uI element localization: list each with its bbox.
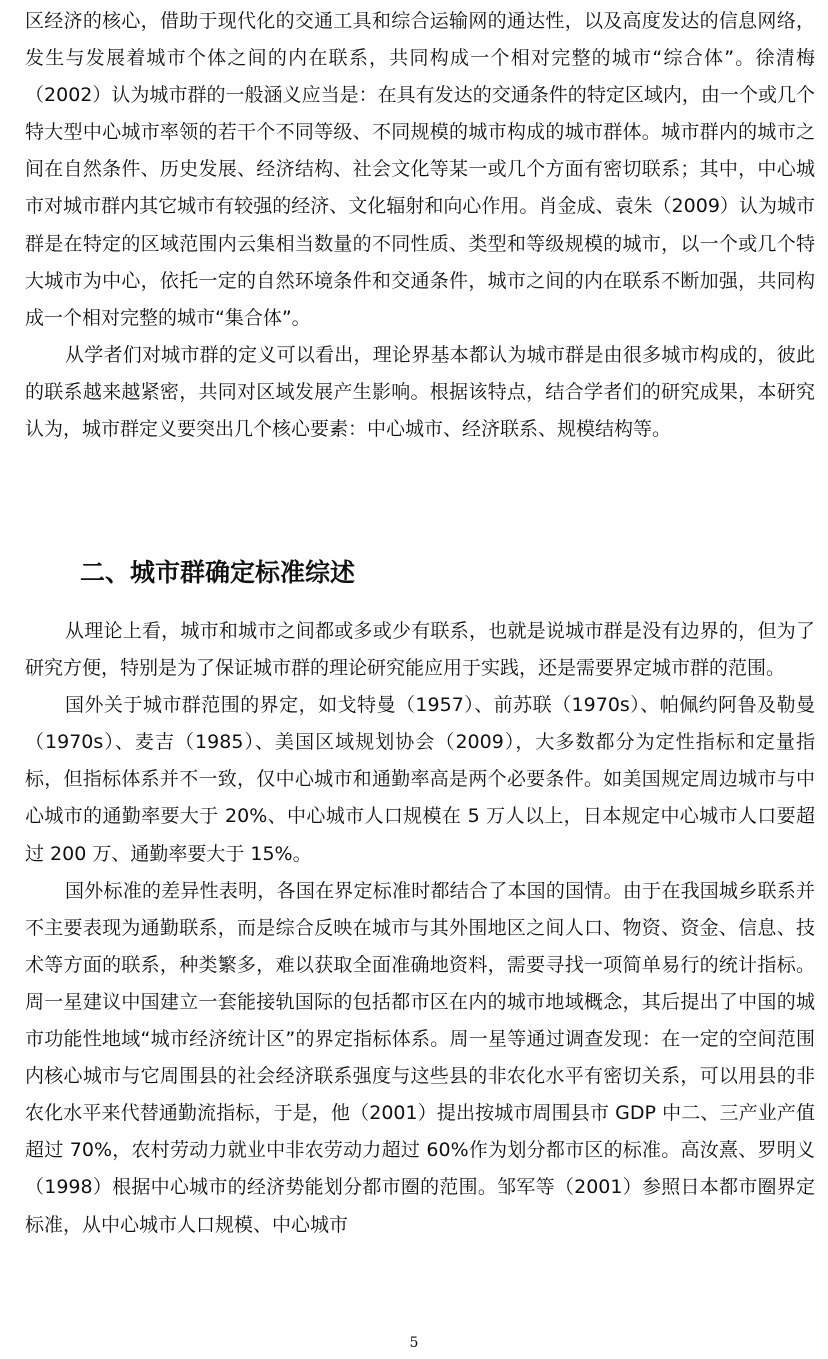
paragraph-continuation: 区经济的核心，借助于现代化的交通工具和综合运输网的通达性，以及高度发达的信息网络，发生与发展着城市个体之间的内在联系，共同构成一个相对完整的城市“综合体”。徐清梅（2002）认为城市群的一般涵义应当是：在具有发达的交通条件的特定区域内，由一个或几个特大型中心城市率领的若干个不同等级、不同规模的城市构成的城市群体。城市群内的城市之间在自然条件、历史发展、经济结构、社会文化等某一或几个方面有密切联系；其中，中心城市对城市群内其它城市有较强的经济、文化辐射和向心作用。肖金成、袁朱（2009）认为城市群是在特定的区域范围内云集相当数量的不同性质、类型和等级规模的城市，以一个或几个特大城市为中心，依托一定的自然环境条件和交通条件，城市之间的内在联系不断加强，共同构成一个相对完整的城市“集合体”。	[25, 10, 815, 329]
paragraph-definition-summary: 从学者们对城市群的定义可以看出，理论界基本都认为城市群是由很多城市构成的，彼此的联系越来越紧密，共同对区域发展产生影响。根据该特点，结合学者们的研究成果，本研究认为，城市群定义要突出几个核心要素：中心城市、经济联系、规模结构等。	[25, 343, 815, 441]
paragraph-foreign-definitions: 国外关于城市群范围的界定，如戈特曼（1957）、前苏联（1970s）、帕佩约阿鲁及勒曼（1970s）、麦吉（1985）、美国区域规划协会（2009），大多数都分为定性指标和定量指标，但指标体系并不一致，仅中心城市和通勤率高是两个必要条件。如美国规定周边城市与中心城市的通勤率要大于 20%、中心城市人口规模在 5 万人以上，日本规定中心城市人口要超过 200 万、通勤率要大于 15%。	[25, 694, 815, 865]
body-text-bottom	[25, 613, 815, 1244]
section-heading: 二、城市群确定标准综述	[80, 558, 356, 587]
body-text-top	[25, 3, 815, 448]
paragraph-standards-differences: 国外标准的差异性表明，各国在界定标准时都结合了本国的国情。由于在我国城乡联系并不主要表现为通勤联系，而是综合反映在城市与其外围地区之间人口、物资、资金、信息、技术等方面的联系，种类繁多，难以获取全面准确地资料，需要寻找一项简单易行的统计指标。周一星建议中国建立一套能接轨国际的包括都市区在内的城市地域概念，其后提出了中国的城市功能性地域“城市经济统计区”的界定指标体系。周一星等通过调查发现：在一定的空间范围内核心城市与它周围县的社会经济联系强度与这些县的非农化水平有密切关系，可以用县的非农化水平来代替通勤流指标，于是，他（2001）提出按城市周围县市 GDP 中二、三产业产值超过 70%，农村劳动力就业中非农劳动力超过 60%作为划分都市区的标准。高汝熹、罗明义（1998）根据中心城市的经济势能划分都市圈的范围。邹军等（2001）参照日本都市圈界定标准，从中心城市人口规模、中心城市	[25, 879, 815, 1236]
page-number: 5	[409, 1335, 419, 1351]
paragraph-theory: 从理论上看，城市和城市之间都或多或少有联系，也就是说城市群是没有边界的，但为了研究方便，特别是为了保证城市群的理论研究能应用于实践，还是需要界定城市群的范围。	[25, 620, 815, 680]
